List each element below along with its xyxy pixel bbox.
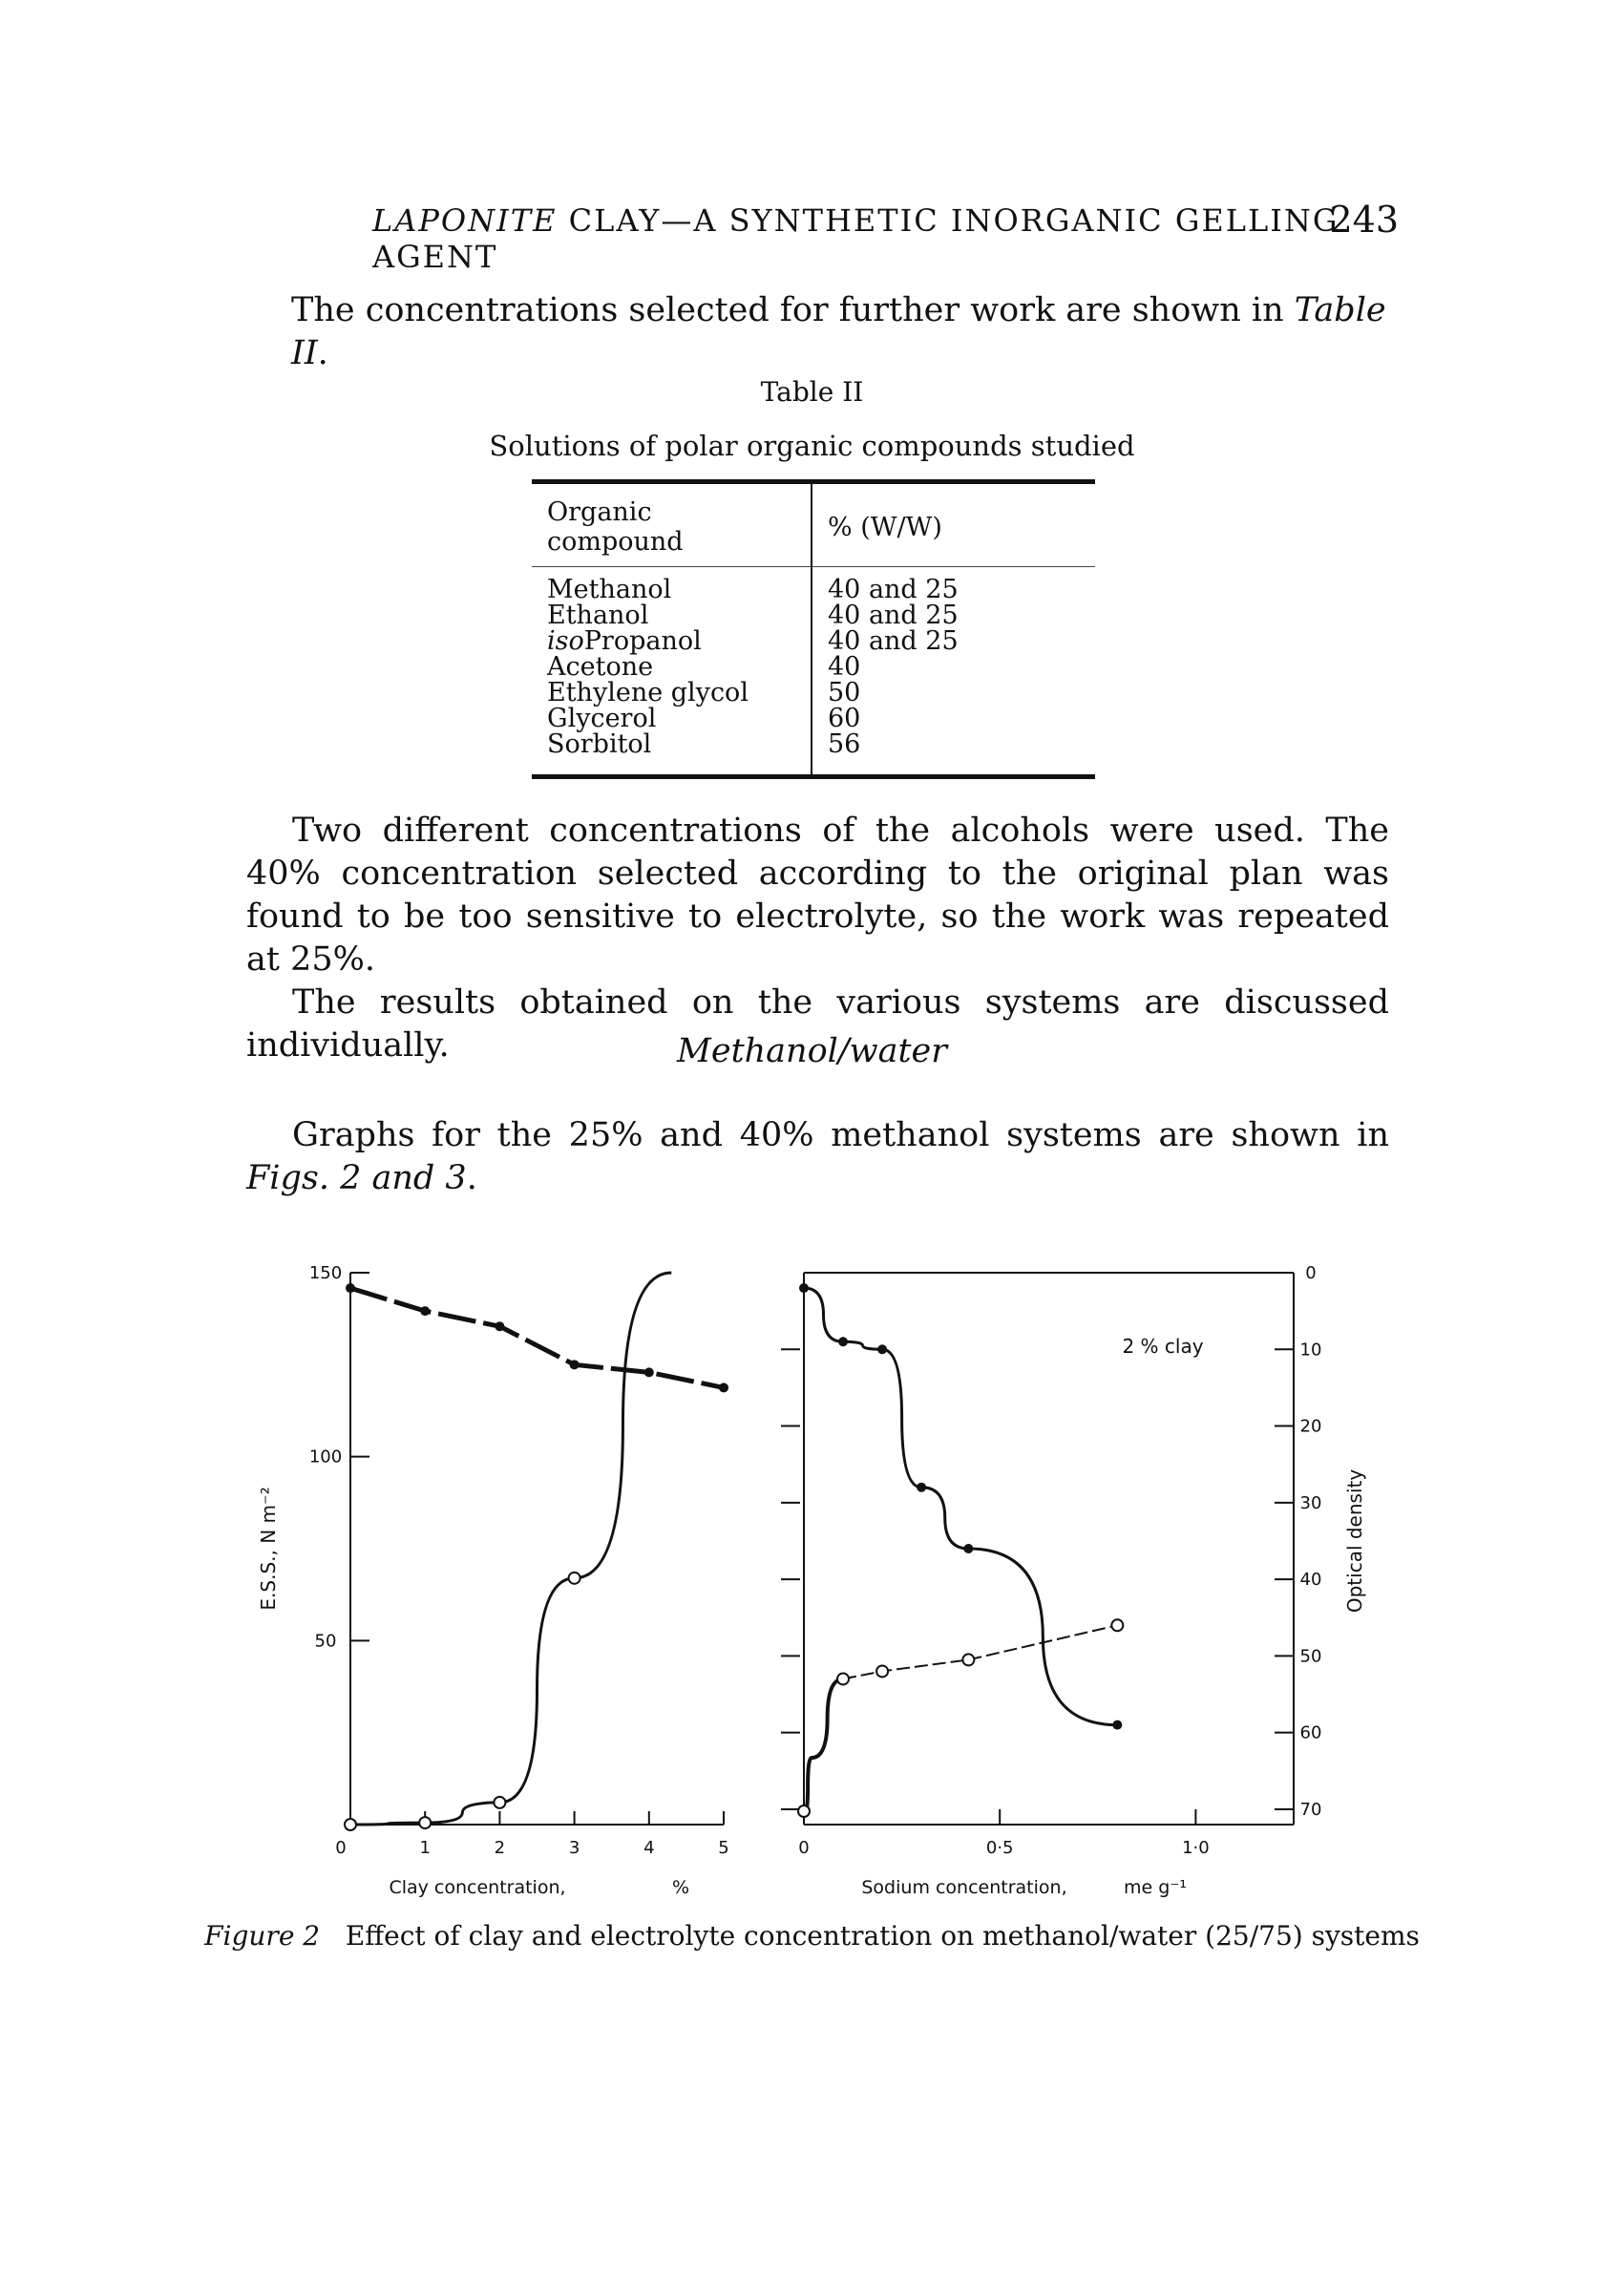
- right-y-tick-label: 0: [1305, 1263, 1317, 1283]
- panel-annotation: 2 % clay: [1122, 1335, 1204, 1358]
- column-header-compound: Organic compound: [532, 482, 812, 567]
- figure-caption: [0, 1922, 1624, 1951]
- right-ess-point: [798, 1805, 810, 1817]
- left-x-tick-label: 5: [718, 1838, 729, 1858]
- table-row: [532, 628, 1095, 654]
- table-row: [532, 602, 1095, 628]
- left-od-curve: [350, 1288, 724, 1387]
- table-row: [532, 567, 1095, 603]
- page-number: 243: [1329, 199, 1399, 241]
- left-od-point: [420, 1306, 430, 1316]
- left-y-tick-label: 100: [308, 1446, 343, 1467]
- left-x-axis-unit: %: [671, 1877, 690, 1898]
- left-ess-point: [494, 1797, 505, 1808]
- right-ess-curve-rise: [804, 1678, 843, 1815]
- percent-cell: 40: [828, 652, 861, 682]
- right-y-tick-label: 50: [1299, 1646, 1322, 1667]
- body-paragraphs: [246, 810, 1389, 1067]
- table-row: [532, 654, 1095, 680]
- right-y-tick-label: 10: [1299, 1340, 1322, 1361]
- right-y-tick-label: 60: [1299, 1722, 1322, 1743]
- intro-end: .: [317, 334, 328, 372]
- paragraph-graphs-text: Graphs for the 25% and 40% methanol systems are shown in: [292, 1116, 1389, 1154]
- left-y-axis-label: E.S.S., N m⁻²: [257, 1487, 280, 1611]
- figure-reference: Figs. 2 and 3: [246, 1159, 467, 1197]
- table-reference: Table II: [291, 291, 1386, 372]
- table-row: [532, 706, 1095, 731]
- compound-cell: Ethanol: [532, 602, 812, 628]
- section-subheading: Methanol/water: [677, 1032, 947, 1070]
- left-x-tick-label: 4: [643, 1838, 655, 1858]
- compound-cell: Glycerol: [532, 706, 812, 731]
- right-od-point: [1112, 1721, 1122, 1730]
- paragraph-results-text: The results obtained on the various systems are discussed individually.: [246, 983, 1389, 1065]
- percent-cell: 50: [828, 678, 861, 707]
- right-y-tick-label: 70: [1299, 1799, 1322, 1820]
- left-x-tick-label: 0: [335, 1838, 347, 1858]
- left-ess-point: [345, 1819, 356, 1830]
- right-od-point: [877, 1344, 887, 1354]
- right-od-point: [917, 1483, 926, 1492]
- left-y-tick-label: 50: [314, 1631, 337, 1652]
- figure-2-chart: [0, 1241, 1624, 1910]
- right-x-tick-label: 0·5: [985, 1838, 1014, 1858]
- percent-cell: 56: [828, 729, 861, 759]
- table-row: [532, 731, 1095, 777]
- figure-caption-label: Figure 2: [204, 1920, 321, 1952]
- percent-cell: 40 and 25: [828, 575, 959, 604]
- running-title-italic: LAPONITE: [372, 202, 558, 239]
- right-ess-point: [876, 1665, 888, 1677]
- running-title: [372, 202, 1399, 275]
- left-od-point: [346, 1283, 355, 1293]
- right-y-tick-label: 30: [1299, 1492, 1322, 1513]
- right-x-axis-unit: me g⁻¹: [1124, 1877, 1187, 1898]
- left-ess-point: [419, 1817, 431, 1828]
- right-od-curve: [804, 1288, 1117, 1725]
- right-ess-point: [837, 1673, 849, 1684]
- percent-cell: 40 and 25: [828, 626, 959, 656]
- right-od-point: [799, 1283, 809, 1293]
- left-x-tick-label: 3: [568, 1838, 580, 1858]
- right-od-point: [838, 1337, 848, 1346]
- left-od-point: [495, 1321, 504, 1331]
- percent-cell: 60: [828, 704, 861, 733]
- table-header-row: [532, 482, 1095, 567]
- paragraph-concentrations: [246, 810, 1389, 982]
- right-y-tick-label: 20: [1299, 1416, 1322, 1437]
- table-caption: Table II: [760, 376, 864, 408]
- table-title: Solutions of polar organic compounds studied: [489, 430, 1135, 462]
- left-y-tick-label: 150: [308, 1263, 343, 1283]
- column-header-percent: % (W/W): [812, 482, 1095, 567]
- right-ess-point: [1111, 1619, 1123, 1631]
- right-ess-point: [962, 1654, 974, 1665]
- table-row: [532, 680, 1095, 706]
- compounds-table: [532, 479, 1095, 779]
- compound-cell: Methanol: [532, 567, 812, 603]
- compound-cell: Sorbitol: [532, 731, 812, 777]
- paragraph-concentrations-text: Two different concentrations of the alcohols were used. The 40% concentration selected according to the original plan was found to be too sensitive to electrolyte, so the work was repeated at 25%.: [246, 812, 1389, 979]
- right-x-axis-label: Sodium concentration,: [861, 1877, 1067, 1898]
- right-y-tick-label: 40: [1299, 1570, 1322, 1591]
- left-x-tick-label: 2: [494, 1838, 506, 1858]
- intro-text: The concentrations selected for further work are shown in: [291, 291, 1295, 329]
- left-x-tick-label: 1: [419, 1838, 431, 1858]
- left-ess-point: [569, 1573, 580, 1584]
- compound-cell: isoPropanol: [532, 628, 812, 654]
- right-y-axis-label: Optical density: [1343, 1468, 1366, 1614]
- right-x-tick-label: 1·0: [1182, 1838, 1210, 1858]
- left-od-point: [570, 1360, 580, 1369]
- percent-cell: 40 and 25: [828, 601, 959, 630]
- intro-paragraph: [291, 289, 1389, 375]
- left-ess-curve: [350, 1273, 671, 1825]
- compound-cell: Ethylene glycol: [532, 680, 812, 706]
- right-od-point: [963, 1544, 973, 1553]
- right-x-tick-label: 0: [798, 1838, 810, 1858]
- paragraph-graphs-end: .: [466, 1159, 477, 1197]
- running-title-rest: CLAY—A SYNTHETIC INORGANIC GELLING AGENT: [372, 202, 1339, 275]
- paragraph-graphs: [246, 1114, 1389, 1200]
- compound-cell: Acetone: [532, 654, 812, 680]
- left-od-point: [719, 1383, 728, 1392]
- figure-caption-text: Effect of clay and electrolyte concentration on methanol/water (25/75) systems: [345, 1920, 1420, 1952]
- running-header: [372, 199, 1399, 275]
- left-od-point: [644, 1367, 654, 1377]
- left-x-axis-label: Clay concentration,: [389, 1877, 566, 1898]
